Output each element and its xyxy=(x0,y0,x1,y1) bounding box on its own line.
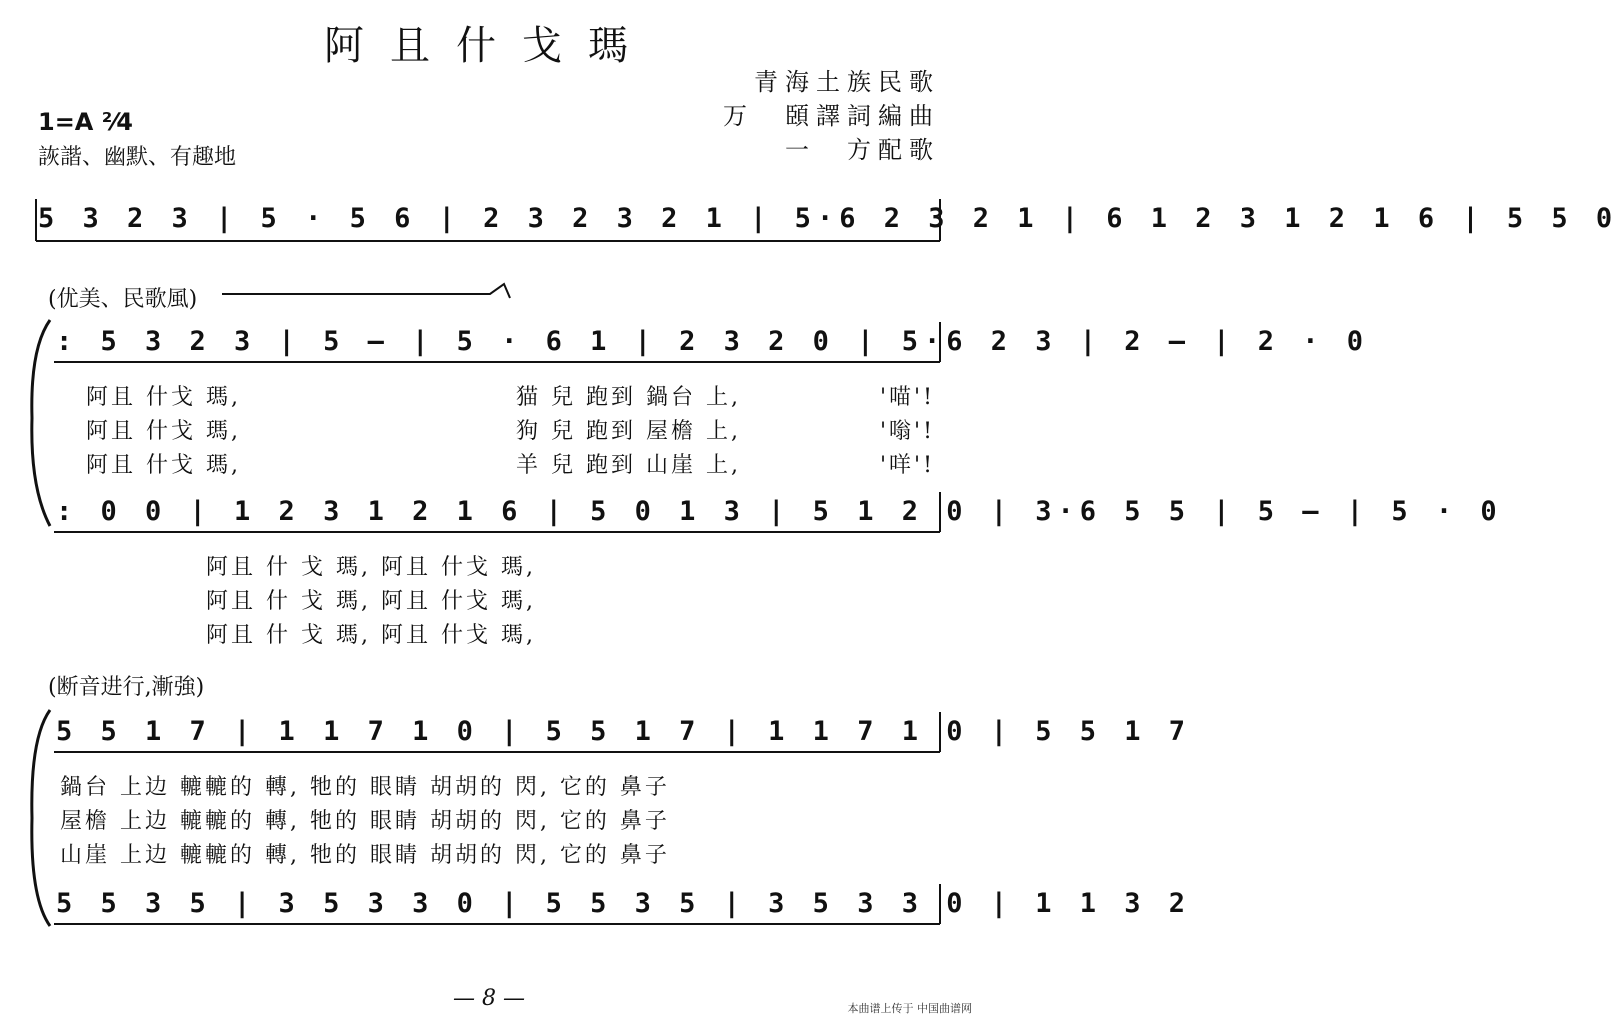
section1-system xyxy=(0,318,1503,658)
section1-lyric-1c: '喵'! xyxy=(880,385,935,410)
section2-lower-notes: 5 5 3 5 | 3 5 3 3 0 | 5 5 3 5 | 3 5 3 3 0 | 1 1 3 2 xyxy=(56,888,1192,919)
section1-lower-lyric-1: 阿且 什 戈 瑪, 阿且 什戈 瑪, xyxy=(206,555,536,580)
page-number: — 8 — xyxy=(453,986,525,1011)
section1-lower-lyric-2: 阿且 什 戈 瑪, 阿且 什戈 瑪, xyxy=(206,589,536,614)
section2-lyric-1: 鍋台 上边 轆轆的 轉, 牠的 眼睛 胡胡的 閃, 它的 鼻子 xyxy=(60,775,670,800)
section1-arrow xyxy=(220,280,520,310)
expression-mark: 詼諧、幽默、有趣地 xyxy=(38,145,237,170)
intro-system xyxy=(0,195,1618,245)
intro-staff-lines xyxy=(0,195,978,245)
section2-lyric-2: 屋檐 上边 轆轆的 轉, 牠的 眼睛 胡胡的 閃, 它的 鼻子 xyxy=(60,809,670,834)
section1-annotation: (优美、民歌風) xyxy=(48,287,198,312)
intro-notes: 5 3 2 3 | 5 · 5 6 | 2 3 2 3 2 1 | 5·6 2 3 2 1 | 6 1 2 3 1 2 1 6 | 5 5 0 xyxy=(38,203,1618,234)
credit-origin: 青海土族民歌 xyxy=(754,68,940,96)
section2-lyric-3: 山崖 上边 轆轆的 轉, 牠的 眼睛 胡胡的 閃, 它的 鼻子 xyxy=(60,843,670,868)
section1-lyric-3a: 阿且 什戈 瑪, xyxy=(86,453,241,478)
section1-lyric-2b: 狗 兒 跑到 屋檐 上, xyxy=(516,419,741,444)
section1-staff-lines xyxy=(0,318,978,538)
section1-lyric-1b: 猫 兒 跑到 鍋台 上, xyxy=(516,385,741,410)
section1-lyric-1a: 阿且 什戈 瑪, xyxy=(86,385,241,410)
credit-arranger: 万 頣譯詞編曲 xyxy=(723,102,940,130)
section1-upper-notes: : 5 3 2 3 | 5 — | 5 · 6 1 | 2 3 2 0 | 5·6 2 3 | 2 — | 2 · 0 xyxy=(56,326,1370,357)
section1-lyric-3c: '咩'! xyxy=(880,453,935,478)
watermark: 本曲谱上传于 中国曲谱网 xyxy=(847,1002,972,1015)
credit-lyricist: 一 方配歌 xyxy=(785,136,940,164)
section1-lyric-2a: 阿且 什戈 瑪, xyxy=(86,419,241,444)
section2-upper-notes: 5 5 1 7 | 1 1 7 1 0 | 5 5 1 7 | 1 1 7 1 0 | 5 5 1 7 xyxy=(56,716,1192,747)
song-title: 阿且什戈瑪 xyxy=(324,23,654,69)
section1-lyric-2c: '嗡'! xyxy=(880,419,935,444)
key-signature: 1=A ²⁄4 xyxy=(38,108,133,136)
section1-lyric-3b: 羊 兒 跑到 山崖 上, xyxy=(516,453,741,478)
section1-lower-lyric-3: 阿且 什 戈 瑪, 阿且 什戈 瑪, xyxy=(206,623,536,648)
section2-annotation: (断音进行,漸強) xyxy=(48,675,205,700)
section2-system xyxy=(0,708,1192,938)
section1-lower-notes: : 0 0 | 1 2 3 1 2 1 6 | 5 0 1 3 | 5 1 2 0 | 3·6 5 5 | 5 — | 5 · 0 xyxy=(56,496,1503,527)
section2-staff-lines xyxy=(0,708,978,933)
